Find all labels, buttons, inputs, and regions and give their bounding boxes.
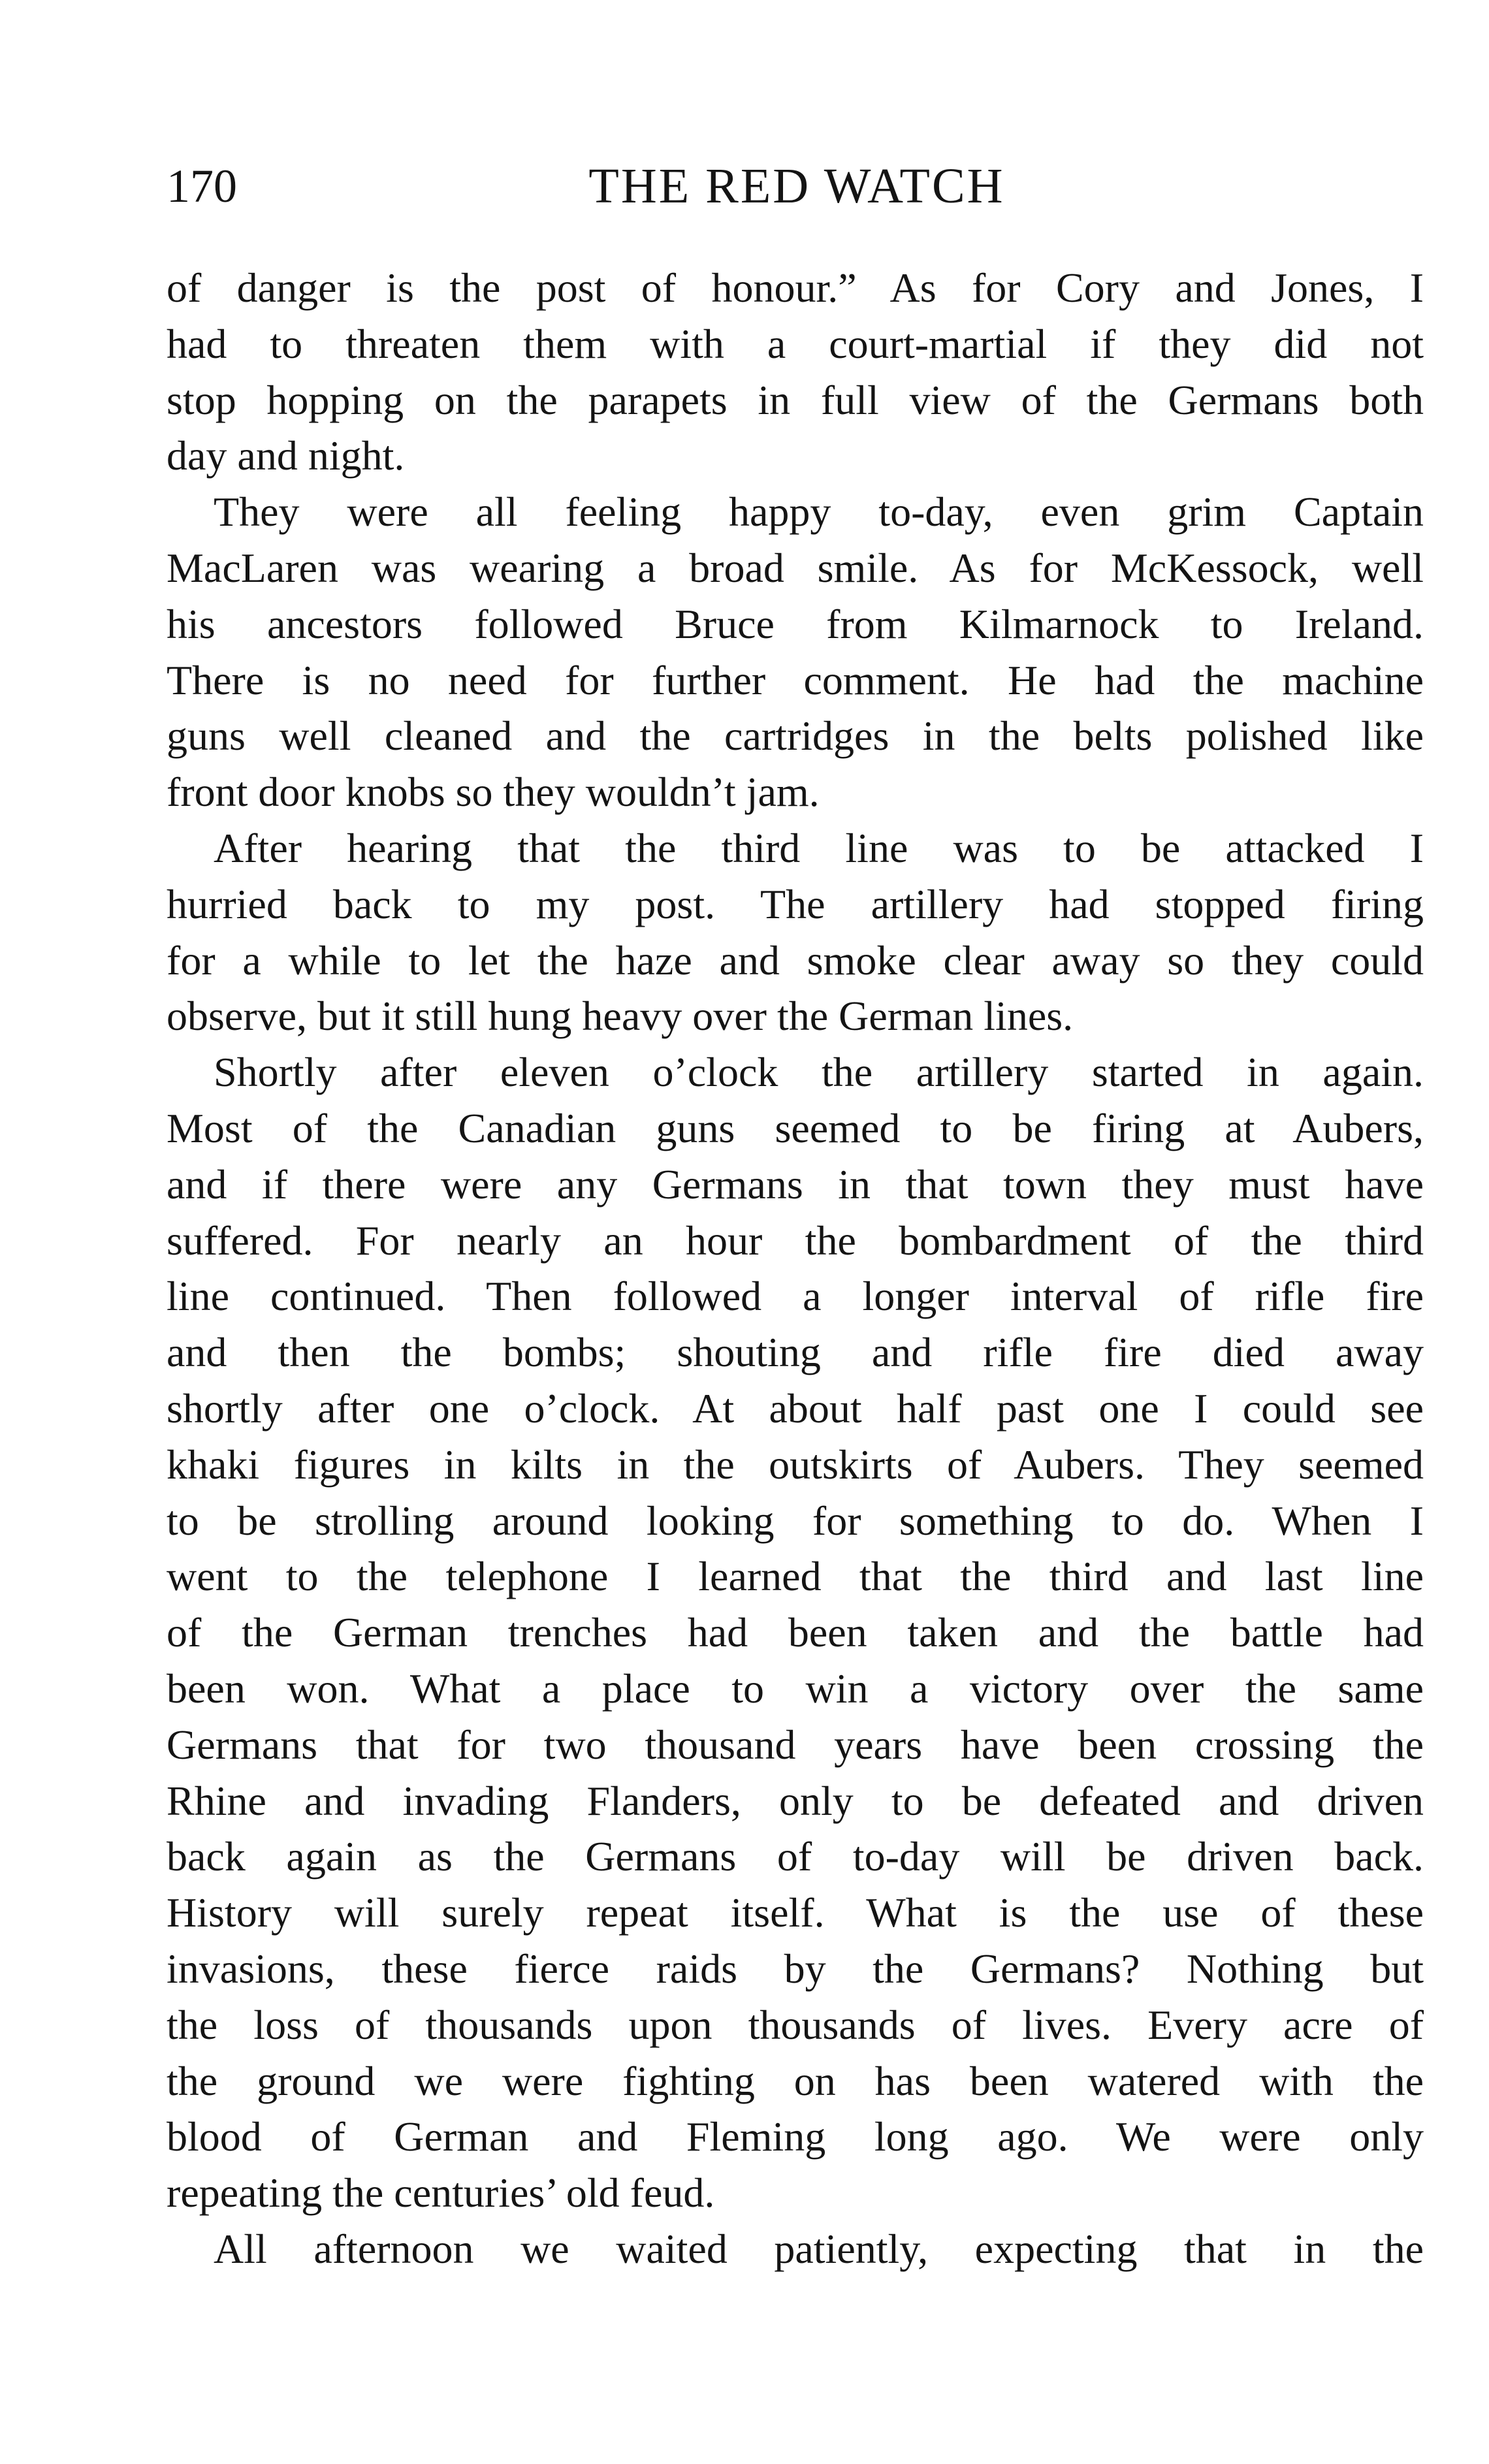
text-line: All afternoon we waited patiently, expecting that in the: [214, 2225, 1424, 2272]
running-head: THE RED WATCH: [588, 159, 1005, 214]
text-line: They were all feeling happy to-day, even grim Captain: [214, 488, 1424, 536]
text-line: Shortly after eleven o’clock the artillery started in again.: [214, 1049, 1424, 1096]
text-line: Most of the Canadian guns seemed to be firing at Aubers,: [167, 1104, 1424, 1151]
page-header: [167, 153, 1427, 225]
text-line: of the German trenches had been taken and the battle had: [167, 1609, 1424, 1656]
text-line: khaki figures in kilts in the outskirts of Aubers. They seemed: [167, 1441, 1424, 1488]
text-line: suffered. For nearly an hour the bombardment of the third: [167, 1217, 1424, 1264]
text-line: repeating the centuries’ old feud.: [167, 2169, 715, 2216]
text-line: back again as the Germans of to-day will be driven back.: [167, 1833, 1424, 1880]
text-line: his ancestors followed Bruce from Kilmarnock to Ireland.: [167, 600, 1424, 647]
text-line: History will surely repeat itself. What is the use of these: [167, 1889, 1424, 1936]
text-line: blood of German and Fleming long ago. We were only: [167, 2113, 1424, 2160]
text-line: observe, but it still hung heavy over the German lines.: [167, 993, 1074, 1040]
text-line: There is no need for further comment. He had the machine: [167, 656, 1424, 703]
text-line: invasions, these fierce raids by the Germans? Nothing but: [167, 1945, 1424, 1992]
text-line: shortly after one o’clock. At about half past one I could see: [167, 1384, 1424, 1432]
text-line: for a while to let the haze and smoke clear away so they could: [167, 936, 1424, 984]
text-line: and if there were any Germans in that town they must have: [167, 1160, 1424, 1208]
text-line: After hearing that the third line was to be attacked I: [214, 824, 1424, 871]
text-line: to be strolling around looking for something to do. When I: [167, 1497, 1424, 1544]
text-line: went to the telephone I learned that the third and last line: [167, 1553, 1424, 1600]
text-line: of danger is the post of honour.” As for Cory and Jones, I: [167, 264, 1424, 311]
text-line: day and night.: [167, 432, 405, 479]
body-text: [167, 260, 1424, 2277]
text-line: had to threaten them with a court-martial if they did not: [167, 320, 1424, 367]
text-line: hurried back to my post. The artillery had stopped firing: [167, 880, 1424, 927]
text-line: front door knobs so they wouldn’t jam.: [167, 769, 820, 816]
text-line: been won. What a place to win a victory over the same: [167, 1665, 1424, 1712]
text-line: stop hopping on the parapets in full view of the Germans both: [167, 376, 1424, 423]
page-number: 170: [167, 160, 237, 212]
text-line: Rhine and invading Flanders, only to be defeated and driven: [167, 1777, 1424, 1824]
text-line: guns well cleaned and the cartridges in the belts polished like: [167, 712, 1424, 760]
text-line: the loss of thousands upon thousands of lives. Every acre of: [167, 2001, 1424, 2048]
text-line: the ground we were fighting on has been watered with the: [167, 2057, 1424, 2104]
text-line: MacLaren was wearing a broad smile. As for McKessock, well: [167, 544, 1424, 591]
text-line: line continued. Then followed a longer interval of rifle fire: [167, 1273, 1424, 1320]
text-line: and then the bombs; shouting and rifle fire died away: [167, 1329, 1424, 1376]
text-line: Germans that for two thousand years have been crossing the: [167, 1721, 1424, 1768]
